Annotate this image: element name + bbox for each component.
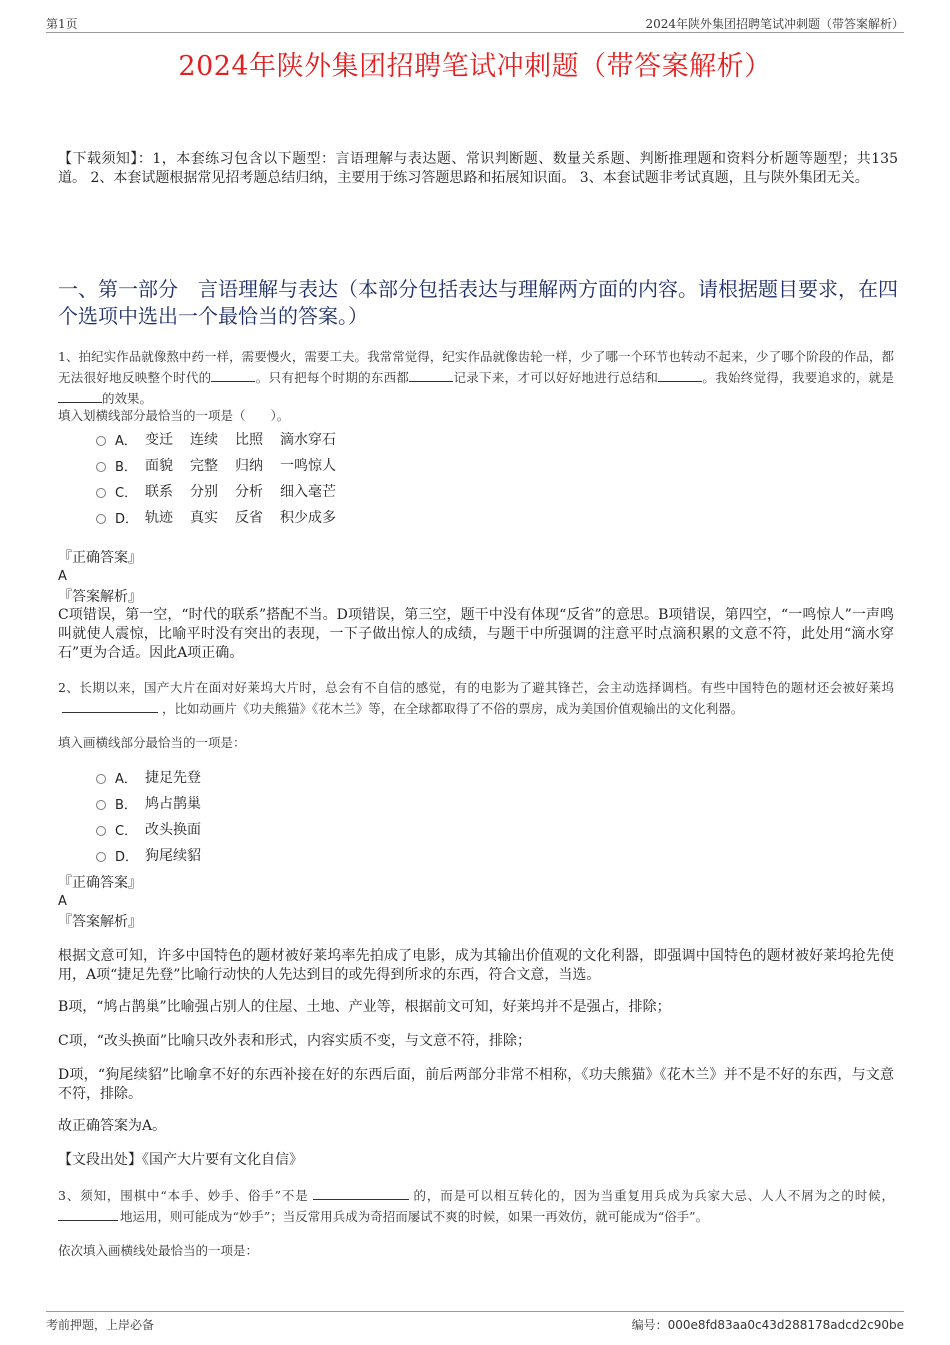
analysis-text: C项错误，第一空，“时代的联系”搭配不当。D项错误，第三空，题干中没有体现“反省”的意思。B项错误，第四空，“一鸣惊人”一声鸣叫就使人震惊，比喻平时没有突出的表现，一下子做出惊人的成绩，与题干中所强调的注意平时点滴积累的文意不符，此处用“滴水穿石”更为合适。因此A项正确。 <box>58 607 894 661</box>
option-letter: D． <box>115 849 139 865</box>
option-c[interactable] <box>96 478 353 504</box>
blank-line <box>658 368 702 382</box>
question-3-part: 的，而是可以相互转化的，因为当重复用兵成为兵家大忌、人人不屑为之的时候， <box>412 1188 894 1203</box>
answer-label: 『正确答案』 <box>58 550 142 566</box>
analysis-paragraph: B项，“鸠占鹊巢”比喻强占别人的住屋、土地、产业等，根据前文可知，好莱坞并不是强占，排除； <box>58 999 671 1015</box>
question-2-prompt: 填入画横线部分最恰当的一项是： <box>58 735 246 750</box>
option-word: 细入毫芒 <box>280 484 336 500</box>
option-word: 积少成多 <box>280 510 336 526</box>
option-word: 轨迹 <box>145 510 173 526</box>
answer-label: 『正确答案』 <box>58 875 142 891</box>
correct-answer: A <box>58 569 67 584</box>
question-3-part: 地运用，则可能成为“妙手”；当反常用兵成为奇招而屡试不爽的时候，如果一再效仿，就可能成为“俗手”。 <box>120 1209 709 1224</box>
radio-icon[interactable] <box>96 774 106 784</box>
question-3-text <box>58 1185 894 1227</box>
analysis-label: 『答案解析』 <box>58 589 142 605</box>
option-a[interactable] <box>96 426 353 452</box>
radio-icon[interactable] <box>96 462 106 472</box>
option-text: 狗尾续貂 <box>145 848 201 864</box>
option-word: 真实 <box>190 510 218 526</box>
option-letter: C． <box>115 485 138 501</box>
question-1-part: 1、拍纪实作品就像熬中药一样，需要慢火，需要工夫。我常常觉得，纪实作品就像齿轮一样，少了哪一个环节也转动不起来，少了哪个阶段的作品，都无法很好地反映整个时代的 <box>58 349 894 385</box>
question-3-prompt: 依次填入画横线处最恰当的一项是： <box>58 1243 259 1258</box>
question-2-options <box>96 764 201 868</box>
blank-line <box>58 389 102 403</box>
option-word: 面貌 <box>145 458 173 474</box>
radio-icon[interactable] <box>96 436 106 446</box>
option-word: 一鸣惊人 <box>280 458 336 474</box>
question-2-text <box>58 677 894 719</box>
analysis-paragraph: 根据文意可知，许多中国特色的题材被好莱坞率先拍成了电影，成为其输出价值观的文化利器，即强调中国特色的题材被好莱坞抢先使用，A项“捷足先登”比喻行动快的人先达到目的或先得到所求的东西，符合文意，当选。 <box>58 948 894 983</box>
radio-icon[interactable] <box>96 826 106 836</box>
correct-answer: A <box>58 894 67 909</box>
option-text: 改头换面 <box>145 822 201 838</box>
analysis-label: 『答案解析』 <box>58 914 142 930</box>
question-1-part: 。我始终觉得，我要追求的，就是 <box>702 370 894 385</box>
question-1-text <box>58 346 894 409</box>
option-word: 连续 <box>190 432 218 448</box>
question-1-part: 。只有把每个时期的东西都 <box>255 370 410 385</box>
option-word: 滴水穿石 <box>280 432 336 448</box>
question-1-part: 的效果。 <box>102 391 153 406</box>
question-1-part: 记录下来，才可以好好地进行总结和 <box>453 370 659 385</box>
option-letter: A． <box>115 433 137 449</box>
question-2-part: ，比如动画片《功夫熊猫》《花木兰》等，在全球都取得了不俗的票房，成为美国价值观输出的文化利器。 <box>162 701 744 716</box>
option-letter: A． <box>115 771 137 787</box>
section-heading: 一、第一部分 言语理解与表达（本部分包括表达与理解两方面的内容。请根据题目要求，在四个选项中选出一个最恰当的答案。） <box>58 277 898 328</box>
option-text: 捷足先登 <box>145 770 201 786</box>
option-letter: B． <box>115 459 137 475</box>
download-notice: 【下载须知】：1，本套练习包含以下题型：言语理解与表达题、常识判断题、数量关系题、判断推理题和资料分析题等题型；共135道。 2、本套试题根据常见招考题总结归纳，主要用于练习答题思路和拓展知识面。 3、本套试题非考试真题，且与陕外集团无关。 <box>58 151 898 186</box>
option-letter: D． <box>115 511 139 527</box>
option-b[interactable] <box>96 452 353 478</box>
radio-icon[interactable] <box>96 800 106 810</box>
page-number: 第1页 <box>46 17 78 31</box>
option-d[interactable] <box>96 842 201 868</box>
code-label: 编号： <box>631 1318 668 1332</box>
option-word: 反省 <box>235 510 263 526</box>
option-letter: C． <box>115 823 138 839</box>
header-doc-title: 2024年陕外集团招聘笔试冲刺题（带答案解析） <box>645 17 904 31</box>
footer-code <box>632 1316 904 1333</box>
question-2-part: 2、长期以来，国产大片在面对好莱坞大片时，总会有不自信的感觉，有的电影为了避其锋芒，会主动选择调档。有些中国特色的题材还会被好莱坞 <box>58 680 894 695</box>
option-word: 变迁 <box>145 432 173 448</box>
option-d[interactable] <box>96 504 353 530</box>
analysis-paragraph: D项，“狗尾续貂”比喻拿不好的东西补接在好的东西后面，前后两部分非常不相称，《功夫熊猫》《花木兰》并不是不好的东西，与文意不符，排除。 <box>58 1067 894 1102</box>
radio-icon[interactable] <box>96 852 106 862</box>
blank-line <box>313 1186 409 1200</box>
blank-line <box>62 699 158 713</box>
blank-line <box>211 368 255 382</box>
question-1-options <box>96 426 353 530</box>
option-word: 分析 <box>235 484 263 500</box>
option-text: 鸠占鹊巢 <box>145 796 201 812</box>
option-a[interactable] <box>96 764 201 790</box>
option-word: 完整 <box>190 458 218 474</box>
option-word: 比照 <box>235 432 263 448</box>
footer-slogan: 考前押题，上岸必备 <box>46 1318 155 1332</box>
question-1-prompt: 填入划横线部分最恰当的一项是（ ）。 <box>58 408 290 423</box>
analysis-paragraph: C项，“改头换面”比喻只改外表和形式，内容实质不变，与文意不符，排除； <box>58 1033 532 1049</box>
document-title: 2024年陕外集团招聘笔试冲刺题（带答案解析） <box>178 51 772 82</box>
code-value: 000e8fd83aa0c43d288178adcd2c90be <box>667 1318 904 1332</box>
option-word: 联系 <box>145 484 173 500</box>
analysis-paragraph: 故正确答案为A。 <box>58 1118 167 1134</box>
blank-line <box>58 1207 118 1221</box>
page-footer <box>46 1311 904 1332</box>
radio-icon[interactable] <box>96 514 106 524</box>
option-word: 归纳 <box>235 458 263 474</box>
source-note: 【文段出处】《国产大片要有文化自信》 <box>58 1152 303 1168</box>
question-3-part: 3、须知，围棋中“本手、妙手、俗手”不是 <box>58 1188 309 1203</box>
option-b[interactable] <box>96 790 201 816</box>
radio-icon[interactable] <box>96 488 106 498</box>
page-header <box>46 14 904 33</box>
blank-line <box>409 368 453 382</box>
option-word: 分别 <box>190 484 218 500</box>
option-c[interactable] <box>96 816 201 842</box>
option-letter: B． <box>115 797 137 813</box>
